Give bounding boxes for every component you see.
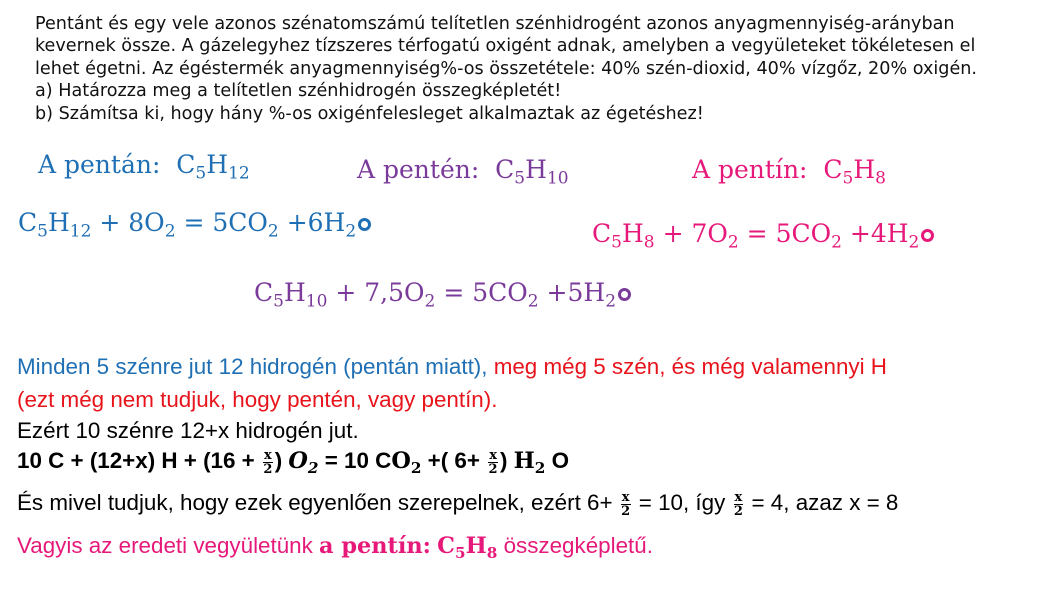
balance-equation: 10 C + (12+x) H + (16 + $\frac{x}{2}$ ) $O_2 = 10$ $CO_2$ +( 6+ $\frac{x}{2}$ ) $H_2$ O xyxy=(17,447,570,477)
fraction-x-over-2: $\frac{x}{2}$ xyxy=(621,489,631,519)
explanation-line-2: (ezt még nem tudjuk, hogy pentén, vagy pentín). xyxy=(17,387,498,412)
explanation-line-5: És mivel tudjuk, hogy ezek egyenlően szerepelnek, ezért 6+ $\frac{x}{2}$ = 10, így $\frac{x}{2}$ = 4, azaz x = 8 xyxy=(17,489,899,519)
explanation-line-1 xyxy=(17,354,887,380)
pentane-label: A pentán: xyxy=(38,150,161,179)
task-line-b: b) Számítsa ki, hogy hány %-os oxigénfelesleget alkalmaztak az égetéshez! xyxy=(35,103,704,124)
task-text xyxy=(35,13,977,125)
explanation-red-text: meg még 5 szén, és még valamennyi H xyxy=(487,354,887,379)
task-line-a: a) Határozza meg a telítetlen szénhidrogén összegképletét! xyxy=(35,81,562,102)
fraction-x-over-2: $\frac{x}{2}$ xyxy=(733,489,743,519)
conclusion-formula: $C_5H_8$ xyxy=(437,533,498,562)
pentyne-combustion-equation: $C_5H_8 + 7O_2 = 5CO_2 +4H_2$ xyxy=(592,219,934,248)
task-line-1: Pentánt és egy vele azonos szénatomszámú telítetlen szénhidrogént azonos anyagmennyiség-arányban xyxy=(35,14,955,34)
pentene-formula: A pentén: $C_5H_{10}$ xyxy=(357,155,569,189)
fraction-x-over-2: $\frac{x}{2}$ xyxy=(263,447,273,477)
pentene-combustion-equation: $C_5H_{10} + 7,5O_2 = 5CO_2 +5H_2$ xyxy=(254,278,631,307)
pentane-formula: A pentán: $C_5H_{12}$ xyxy=(38,150,250,184)
conclusion-line: Vagyis az eredeti vegyületünk a pentín: $C_5H_8$ összegképletű. xyxy=(17,533,653,562)
fraction-x-over-2: $\frac{x}{2}$ xyxy=(488,447,498,477)
pentyne-formula: A pentín: $C_5H_8$ xyxy=(692,155,886,189)
explanation-blue-text: Minden 5 szénre jut 12 hidrogén (pentán miatt), xyxy=(17,354,488,379)
oxygen-circle-icon xyxy=(921,229,934,242)
pentane-combustion-equation: $C_5H_{12} + 8O_2 = 5CO_2 +6H_2$ xyxy=(18,208,371,237)
oxygen-circle-icon xyxy=(358,218,371,231)
task-line-2: kevernek össze. A gázelegyhez tízszeres térfogatú oxigént adnak, amelyben a vegyületeket tökéletesen el xyxy=(35,36,976,57)
explanation-line-3: Ezért 10 szénre 12+x hidrogén jut. xyxy=(17,418,359,443)
pentyne-label: A pentín: xyxy=(692,155,808,184)
task-line-3: lehet égetni. Az égéstermék anyagmennyiség%-os összetétele: 40% szén-dioxid, 40% vízgőz, 20% oxigén. xyxy=(35,58,978,79)
conclusion-compound: a pentín: xyxy=(319,533,431,559)
pentene-label: A pentén: xyxy=(357,155,480,184)
oxygen-circle-icon xyxy=(618,288,631,301)
